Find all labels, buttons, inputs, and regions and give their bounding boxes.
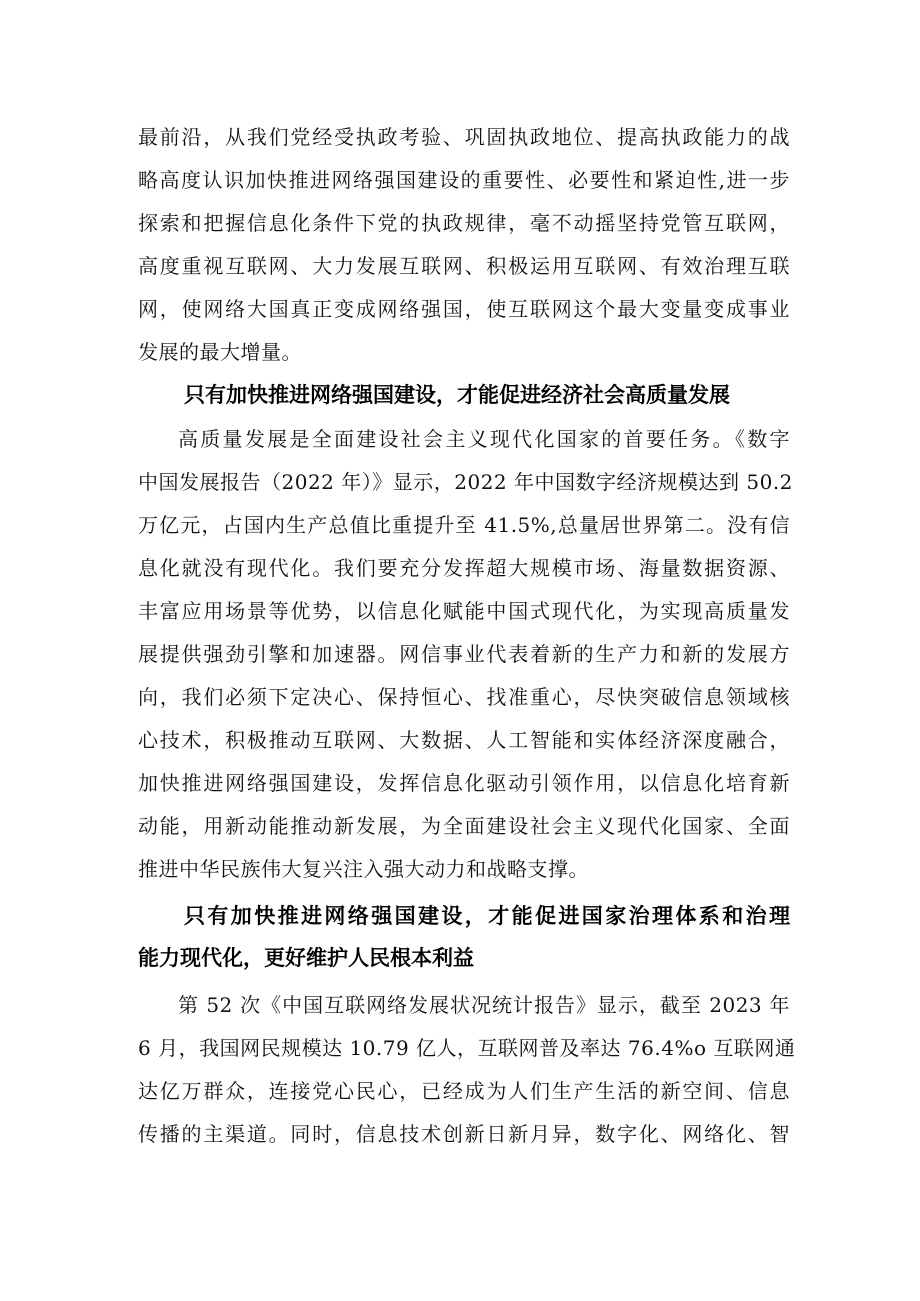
paragraph-line: 第 52 次《中国互联网络发展状况统计报告》显示，截至 2023 年 [178, 993, 790, 1017]
paragraph-1 [138, 116, 790, 374]
paragraph-line: 6 月，我国网民规模达 10.79 亿人，互联网普及率达 76.4%o 互联网通 [138, 1036, 796, 1060]
heading-line: 只有加快推进网络强国建设，才能促进国家治理体系和治理 [184, 904, 790, 928]
paragraph-3 [138, 984, 796, 1156]
paragraph-line: 达亿万群众，连接党心民心，已经成为人们生产生活的新空间、信息 [138, 1079, 790, 1103]
heading-line: 能力现代化，更好维护人民根本利益 [138, 946, 474, 970]
paragraph-line: 展提供强劲引擎和加速器。网信事业代表着新的生产力和新的发展方 [138, 642, 790, 666]
paragraph-line: 息化就没有现代化。我们要充分发挥超大规模市场、海量数据资源、 [138, 556, 790, 580]
paragraph-line: 丰富应用场景等优势，以信息化赋能中国式现代化，为实现高质量发 [138, 599, 790, 623]
paragraph-line: 动能，用新动能推动新发展，为全面建设社会主义现代化国家、全面 [138, 814, 790, 838]
paragraph-line: 略高度认识加快推进网络强国建设的重要性、必要性和紧迫性,进一步 [138, 168, 790, 192]
paragraph-line: 最前沿，从我们党经受执政考验、巩固执政地位、提高执政能力的战 [138, 125, 790, 149]
paragraph-line: 中国发展报告（2022 年）》显示，2022 年中国数字经济规模达到 50.2 [138, 470, 793, 494]
section-heading-2 [138, 895, 790, 979]
paragraph-line: 探索和把握信息化条件下党的执政规律，毫不动摇坚持党管互联网， [138, 211, 790, 235]
paragraph-line: 高度重视互联网、大力发展互联网、积极运用互联网、有效治理互联 [138, 254, 790, 278]
paragraph-2 [138, 418, 793, 891]
paragraph-line: 推进中华民族伟大复兴注入强大动力和战略支撑。 [138, 857, 589, 881]
paragraph-line: 传播的主渠道。同时，信息技术创新日新月异，数字化、网络化、智 [138, 1122, 790, 1146]
paragraph-line: 万亿元，占国内生产总值比重提升至 41.5%,总量居世界第二。没有信 [138, 513, 790, 537]
section-heading-1 [138, 374, 790, 416]
paragraph-line: 向，我们必须下定决心、保持恒心、找准重心，尽快突破信息领域核 [138, 685, 790, 709]
paragraph-line: 高质量发展是全面建设社会主义现代化国家的首要任务。《数字 [178, 427, 790, 451]
paragraph-line: 发展的最大增量。 [138, 340, 302, 364]
paragraph-line: 加快推进网络强国建设，发挥信息化驱动引领作用，以信息化培育新 [138, 771, 790, 795]
paragraph-line: 心技术，积极推动互联网、大数据、人工智能和实体经济深度融合， [138, 728, 790, 752]
paragraph-line: 网，使网络大国真正变成网络强国，使互联网这个最大变量变成事业 [138, 297, 790, 321]
heading-line: 只有加快推进网络强国建设，才能促进经济社会高质量发展 [184, 383, 730, 407]
